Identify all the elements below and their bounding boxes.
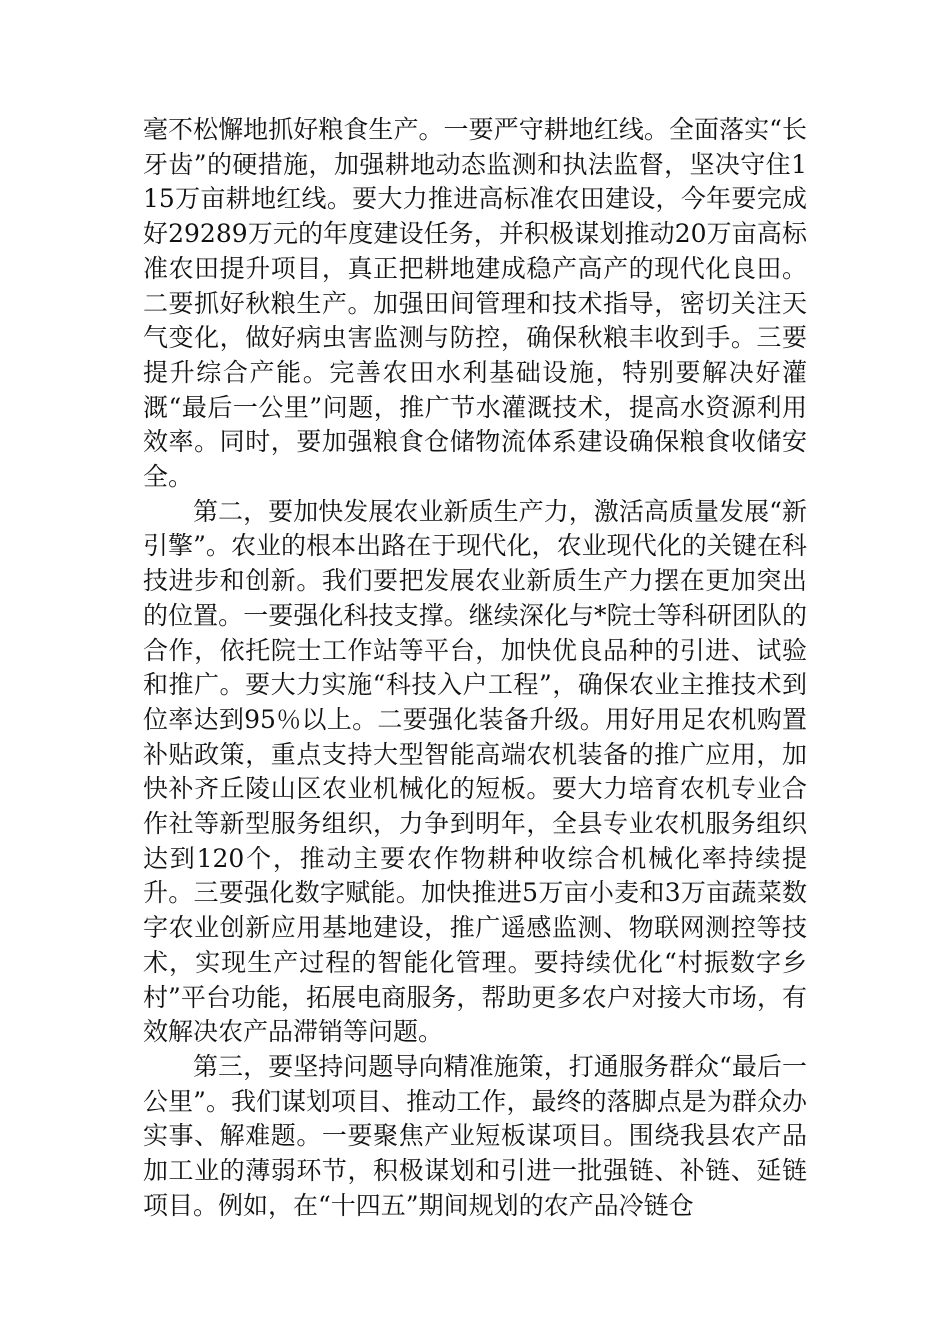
- paragraph-third-point: 第三，要坚持问题导向精准施策，打通服务群众“最后一公里”。我们谋划项目、推动工作，最终的落脚点是为群众办实事、解难题。一要聚焦产业短板谋项目。围绕我县农产品加工业的薄弱环节，积极谋划和引进一批强链、补链、延链项目。例如，在“十四五”期间规划的农产品冷链仓: [143, 1051, 807, 1220]
- paragraph-continuation: 毫不松懈地抓好粮食生产。一要严守耕地红线。全面落实“长牙齿”的硬措施，加强耕地动态监测和执法监督，坚决守住115万亩耕地红线。要大力推进高标准农田建设，今年要完成好29289万元的年度建设任务，并积极谋划推动20万亩高标准农田提升项目，真正把耕地建成稳产高产的现代化良田。二要抓好秋粮生产。加强田间管理和技术指导，密切关注天气变化，做好病虫害监测与防控，确保秋粮丰收到手。三要提升综合产能。完善农田水利基础设施，特别要解决好灌溉“最后一公里”问题，推广节水灌溉技术，提高水资源利用效率。同时，要加强粮食仓储物流体系建设确保粮食收储安全。: [143, 115, 807, 492]
- document-body: [143, 113, 807, 1224]
- paragraph-second-point: 第二，要加快发展农业新质生产力，激活高质量发展“新引擎”。农业的根本出路在于现代化，农业现代化的关键在科技进步和创新。我们要把发展农业新质生产力摆在更加突出的位置。一要强化科技支撑。继续深化与*院士等科研团队的合作，依托院士工作站等平台，加快优良品种的引进、试验和推广。要大力实施“科技入户工程”，确保农业主推技术到位率达到95％以上。二要强化装备升级。用好用足农机购置补贴政策，重点支持大型智能高端农机装备的推广应用，加快补齐丘陵山区农业机械化的短板。要大力培育农机专业合作社等新型服务组织，力争到明年，全县专业农机服务组织达到120个，推动主要农作物耕种收综合机械化率持续提升。三要强化数字赋能。加快推进5万亩小麦和3万亩蔬菜数字农业创新应用基地建设，推广遥感监测、物联网测控等技术，实现生产过程的智能化管理。要持续优化“村振数字乡村”平台功能，拓展电商服务，帮助更多农户对接大市场，有效解决农产品滞销等问题。: [143, 496, 807, 1047]
